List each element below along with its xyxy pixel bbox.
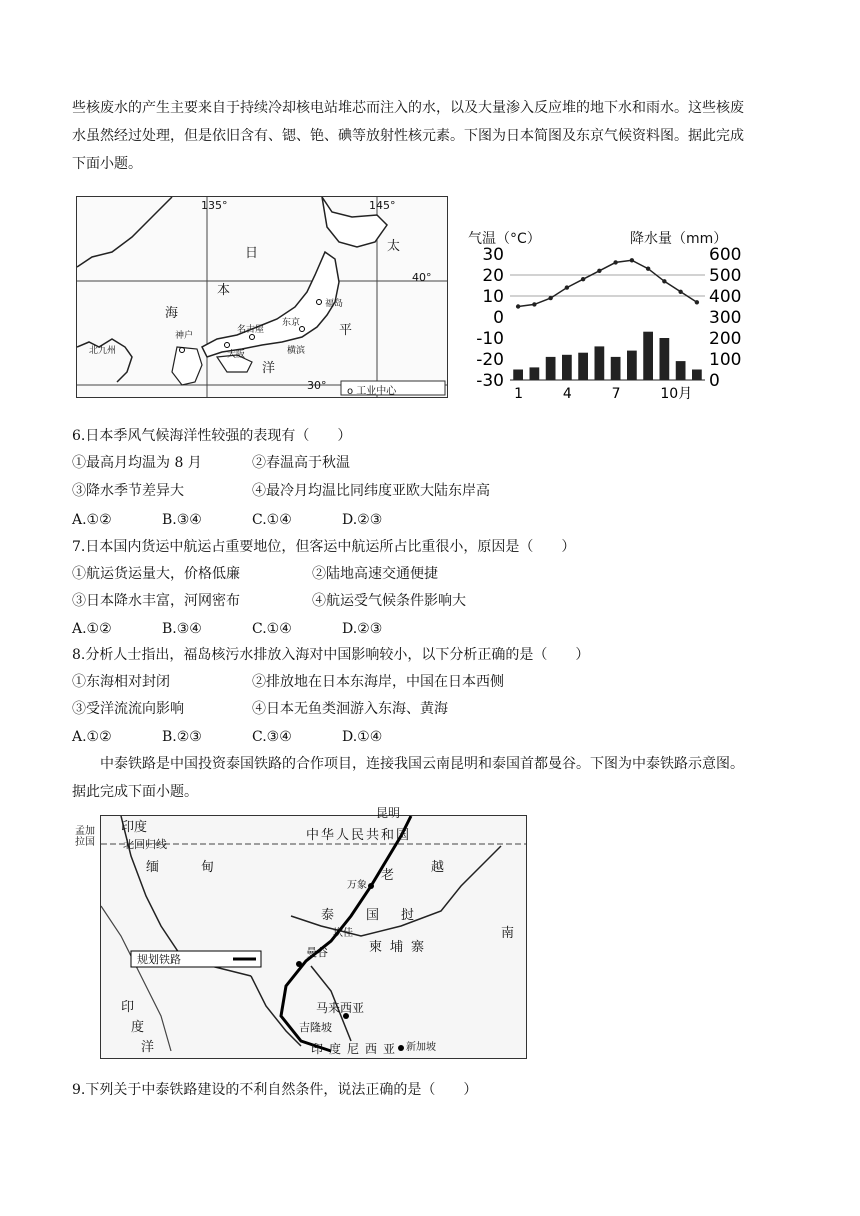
temperature-point <box>630 258 634 262</box>
malay-peninsula-west <box>251 976 301 1046</box>
passage-2-line-2: 据此完成下面小题。 <box>72 784 198 800</box>
x-tick-label: 1 <box>514 386 524 402</box>
q8-option-3: ③受洋流流向影响 <box>72 701 184 717</box>
q7-stem: 7.日本国内货运中航运占重要地位，但客运中航运所占比重很小，原因是（ ） <box>72 539 576 555</box>
label-singapore: 新加坡 <box>406 1042 436 1053</box>
temperature-point <box>548 296 552 300</box>
label-indonesia: 印度尼西亚 <box>311 1042 402 1056</box>
left-tick-label: 10 <box>482 287 504 307</box>
q6-options-row-1 <box>72 453 350 473</box>
q8-options-row-1 <box>72 672 504 692</box>
temperature-point <box>678 290 682 294</box>
q6-choice-a[interactable]: A.①② <box>72 512 112 528</box>
precip-bar <box>627 351 637 380</box>
label-india-top: 印度 <box>121 820 148 835</box>
temperature-line <box>518 260 697 306</box>
label-tropic: 北回归线 <box>123 838 167 851</box>
precip-bar <box>562 355 572 380</box>
label-kunming: 昆明 <box>376 806 401 820</box>
label-kitakyushu: 北九州 <box>89 346 117 356</box>
japan-map <box>76 196 448 398</box>
bangkok-dot <box>296 961 302 967</box>
climate-plot <box>470 226 780 406</box>
label-malaysia: 马来西亚 <box>316 1001 365 1015</box>
lon-145-label: 145° <box>369 199 396 212</box>
label-kl: 吉隆坡 <box>299 1021 332 1034</box>
right-tick-label: 100 <box>709 350 742 370</box>
q7-option-3: ③日本降水丰富，河网密布 <box>72 593 240 609</box>
q7-choice-c[interactable]: C.①④ <box>252 621 292 637</box>
temperature-point <box>516 304 520 308</box>
q6-option-2: ②春温高于秋温 <box>252 455 350 471</box>
q7-option-1: ①航运货运量大，价格低廉 <box>72 566 240 582</box>
q8-choice-a[interactable]: A.①② <box>72 729 112 745</box>
q7-options-row-1 <box>72 564 438 584</box>
label-ben: 本 <box>217 283 231 298</box>
label-guo: 国 <box>366 908 380 923</box>
right-tick-label: 300 <box>709 308 742 328</box>
q6-option-4: ④最冷月均温比同纬度亚欧大陆东岸高 <box>252 483 490 499</box>
q6-choice-b[interactable]: B.③④ <box>162 512 202 528</box>
q8-stem: 8.分析人士指出，福岛核污水排放入海对中国影响较小，以下分析正确的是（ ） <box>72 647 590 663</box>
left-tick-label: -20 <box>476 350 504 370</box>
q6-option-1: ①最高月均温为 8 月 <box>72 455 202 471</box>
q7-option-4: ④航运受气候条件影响大 <box>312 593 466 609</box>
q7-choice-d[interactable]: D.②③ <box>342 621 383 637</box>
passage-2-line-1: 中泰铁路是中国投资泰国铁路的合作项目，连接我国云南昆明和泰国首都曼谷。下图为中泰铁路示意图。 <box>100 756 744 772</box>
precip-bar <box>611 357 621 380</box>
label-tai: 太 <box>387 239 401 254</box>
precip-bar <box>578 353 588 380</box>
left-tick-label: 20 <box>482 266 504 286</box>
label-lao: 老 <box>381 868 395 883</box>
label-osaka: 大阪 <box>227 350 246 360</box>
lat-30-label: 30° <box>307 379 327 392</box>
temperature-point <box>532 302 536 306</box>
q8-choice-c[interactable]: C.③④ <box>252 729 292 745</box>
label-khonkaen: 坎佳 <box>333 928 353 939</box>
passage-2 <box>72 750 802 806</box>
q6-options-row-2 <box>72 481 490 501</box>
label-ocean: 洋 <box>141 1040 155 1055</box>
label-fukushima: 福岛 <box>325 299 344 309</box>
temperature-point <box>581 277 585 281</box>
label-yang: 洋 <box>262 361 276 376</box>
x-tick-label: 4 <box>562 386 572 402</box>
label-ping: 平 <box>339 323 353 338</box>
label-cambodia: 柬埔寨 <box>369 940 433 955</box>
label-nan: 南 <box>501 926 515 941</box>
x-tick-label: 7 <box>611 386 621 402</box>
label-dian: 甸 <box>201 860 215 875</box>
label-hai: 海 <box>165 306 179 321</box>
chart-right-title: 降水量（mm） <box>630 231 728 247</box>
left-tick-label: 0 <box>493 308 504 328</box>
intro-line-3: 下面小题。 <box>72 156 142 172</box>
lon-135-label: 135° <box>201 199 228 212</box>
q6-choice-c[interactable]: C.①④ <box>252 512 292 528</box>
q6-stem: 6.日本季风气候海洋性较强的表现有（ ） <box>72 428 352 444</box>
temperature-point <box>597 269 601 273</box>
lat-40-label: 40° <box>412 271 432 284</box>
q6-choice-d[interactable]: D.②③ <box>342 512 383 528</box>
right-tick-label: 400 <box>709 287 742 307</box>
precip-bar <box>692 370 702 381</box>
precip-bar <box>546 357 556 380</box>
china-thailand-railway-map <box>75 806 527 1059</box>
asia-coast <box>77 197 172 267</box>
precip-bar <box>676 361 686 380</box>
label-yin: 印 <box>121 1000 135 1015</box>
temperature-point <box>695 300 699 304</box>
legend-label: 规划铁路 <box>137 953 181 966</box>
q6-option-3: ③降水季节差异大 <box>72 483 184 499</box>
q9-stem: 9.下列关于中泰铁路建设的不利自然条件，说法正确的是（ ） <box>72 1082 478 1098</box>
label-yue: 越 <box>431 860 445 875</box>
q7-choice-a[interactable]: A.①② <box>72 621 112 637</box>
q7-choice-b[interactable]: B.③④ <box>162 621 202 637</box>
label-vientiane: 万象 <box>347 880 367 891</box>
vientiane-dot <box>368 883 374 889</box>
q7-option-2: ②陆地高速交通便捷 <box>312 566 438 582</box>
temperature-point <box>613 260 617 264</box>
label-ri: 日 <box>245 246 259 261</box>
right-tick-label: 600 <box>709 245 742 265</box>
label-mian: 缅 <box>146 860 160 875</box>
q8-options-row-2 <box>72 699 448 719</box>
q8-choice-b[interactable]: B.②③ <box>162 729 202 745</box>
label-tai: 泰 <box>321 908 335 923</box>
label-bangladesh: 孟加拉国 <box>75 826 95 848</box>
temperature-point <box>646 267 650 271</box>
right-tick-label: 500 <box>709 266 742 286</box>
precip-bar <box>595 346 605 380</box>
label-nagoya: 名古屋 <box>237 325 265 335</box>
right-tick-label: 200 <box>709 329 742 349</box>
left-tick-label: -30 <box>476 371 504 391</box>
map-legend-text: o 工业中心 <box>347 386 397 397</box>
label-tokyo: 东京 <box>282 318 301 328</box>
right-tick-label: 0 <box>709 371 720 391</box>
q8-option-2: ②排放地在日本东海岸，中国在日本西侧 <box>252 674 504 690</box>
precip-bar <box>643 332 653 380</box>
q8-option-4: ④日本无鱼类洄游入东海、黄海 <box>252 701 448 717</box>
chart-left-title: 气温（°C） <box>468 231 541 247</box>
label-bangkok: 曼谷 <box>306 946 328 959</box>
left-tick-label: -10 <box>476 329 504 349</box>
temperature-point <box>662 279 666 283</box>
q8-choice-d[interactable]: D.①④ <box>342 729 383 745</box>
intro-line-1: 些核废水的产生主要来自于持续冷却核电站堆芯而注入的水，以及大量渗入反应堆的地下水和雨水。这些核废 <box>72 100 744 116</box>
precip-bar <box>660 338 670 380</box>
left-tick-label: 30 <box>482 245 504 265</box>
kyushu <box>172 347 202 385</box>
label-yokohama: 横滨 <box>287 346 306 356</box>
q8-option-1: ①东海相对封闭 <box>72 674 170 690</box>
label-wo: 挝 <box>401 908 415 923</box>
label-du: 度 <box>131 1020 145 1035</box>
label-kobe: 神户 <box>175 331 194 341</box>
temperature-point <box>565 285 569 289</box>
label-china: 中华人民共和国 <box>306 828 412 843</box>
intro-paragraph <box>72 94 802 178</box>
tokyo-climate-chart <box>470 226 780 406</box>
intro-line-2: 水虽然经过处理，但是依旧含有、锶、铯、碘等放射性核元素。下图为日本简图及东京气候资料图。据此完成 <box>72 128 744 144</box>
precip-bar <box>530 367 540 380</box>
x-tick-label: 10月 <box>660 386 693 402</box>
q7-options-row-2 <box>72 591 466 611</box>
precip-bar <box>513 370 523 381</box>
